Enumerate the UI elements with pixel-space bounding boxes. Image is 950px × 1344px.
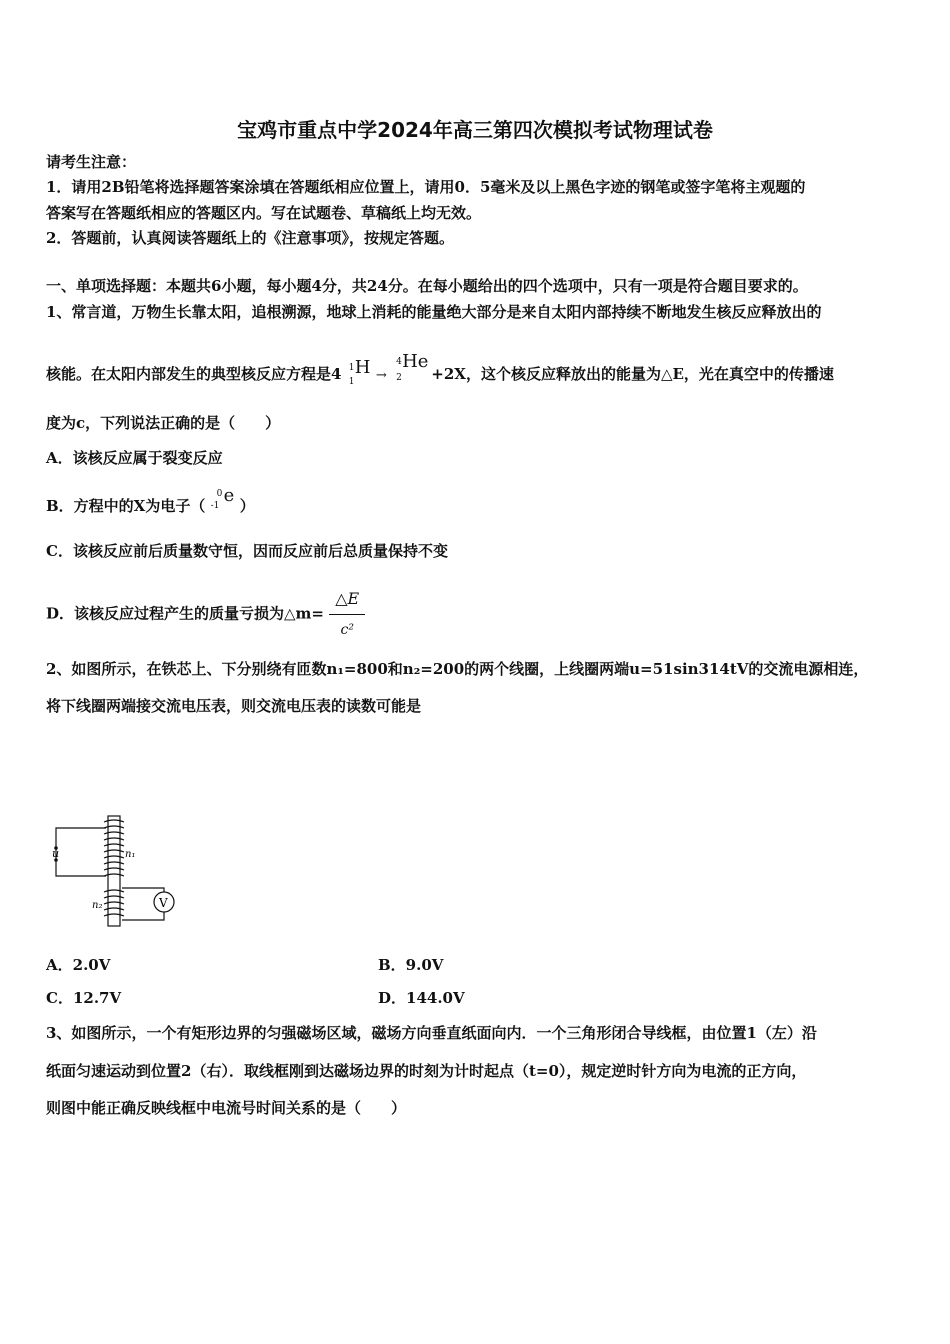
voltmeter-label: V — [159, 896, 168, 910]
mass-defect-fraction — [329, 584, 365, 645]
helium-atomic-number: 2 — [396, 373, 402, 383]
secondary-wire — [122, 912, 164, 920]
helium-symbol: He — [402, 351, 429, 372]
helium-nuclide — [392, 351, 429, 388]
q1-line-1: 1、常言道，万物生长靠太阳，追根溯源，地球上消耗的能量绝大部分是来自太阳内部持续不断地发生核反应释放出的 — [46, 303, 822, 321]
notice-line-1: 1．请用2B铅笔将选择题答案涂填在答题纸相应位置上，请用0．5毫米及以上黑色字迹的钢笔或签字笔将主观题的 — [46, 178, 806, 196]
q2-option-d: D．144.0V — [378, 989, 465, 1007]
hydrogen-atomic-number: 1 — [348, 377, 355, 387]
notice-line-2: 答案写在答题纸相应的答题区内。写在试题卷、草稿纸上均无效。 — [46, 204, 482, 222]
q1-line-3: 度为c，下列说法正确的是（ ） — [46, 414, 281, 432]
q3-line-2: 纸面匀速运动到位置2（右）．取线框刚到达磁场边界的时刻为计时起点（t=0），规定逆时针方向为电流的正方向， — [46, 1062, 807, 1080]
primary-wire — [56, 828, 106, 876]
q1-line-2-start: 核能。在太阳内部发生的典型核反应方程是4 — [46, 365, 342, 383]
fraction-denominator: c² — [340, 622, 354, 638]
electron-mass-number: 0 — [216, 489, 223, 499]
q1-option-b-text: B．方程中的X为电子（ — [46, 497, 206, 515]
q2-line-2: 将下线圈两端接交流电压表，则交流电压表的读数可能是 — [46, 697, 422, 715]
notice-heading: 请考生注意： — [46, 153, 137, 171]
transformer-circuit-figure — [46, 812, 186, 930]
q1-option-b — [46, 485, 255, 520]
page-title: 宝鸡市重点中学2024年高三第四次模拟考试物理试卷 — [237, 118, 713, 142]
n2-label: n₂ — [92, 900, 103, 911]
electron-nuclide — [210, 485, 235, 520]
electron-symbol: e — [223, 485, 235, 506]
q2-option-c: C．12.7V — [46, 989, 122, 1007]
q1-option-c: C．该核反应前后质量数守恒，因而反应前后总质量保持不变 — [46, 542, 448, 560]
fraction-numerator: △E — [329, 584, 365, 615]
q1-option-d — [46, 584, 365, 645]
q3-line-1: 3、如图所示，一个有矩形边界的匀强磁场区域，磁场方向垂直纸面向内．一个三角形闭合导线框，由位置1（左）沿 — [46, 1024, 817, 1042]
q1-option-a: A．该核反应属于裂变反应 — [46, 449, 223, 467]
q2-option-a: A．2.0V — [46, 956, 111, 974]
secondary-wire — [122, 888, 164, 892]
q2-option-b: B．9.0V — [378, 956, 444, 974]
q1-option-d-text: D．该核反应过程产生的质量亏损为△m= — [46, 604, 324, 623]
hydrogen-nuclide — [347, 357, 371, 388]
electron-charge-number: -1 — [210, 501, 220, 511]
q2-line-1: 2、如图所示，在铁芯上、下分别绕有匝数n₁=800和n₂=200的两个线圈，上线圈两端u=51sin314tV的交流电源相连， — [46, 660, 869, 678]
reaction-arrow: → — [375, 368, 387, 383]
q1-line-2-end: +2X，这个核反应释放出的能量为△E，光在真空中的传播速 — [431, 365, 834, 383]
notice-line-3: 2．答题前，认真阅读答题纸上的《注意事项》，按规定答题。 — [46, 229, 454, 247]
source-label: u — [52, 847, 60, 860]
q3-line-3: 则图中能正确反映线框中电流号时间关系的是（ ） — [46, 1099, 407, 1117]
n1-label: n₁ — [125, 849, 136, 860]
helium-mass-number: 4 — [396, 357, 402, 367]
hydrogen-mass-number: 1 — [348, 363, 355, 373]
section-heading: 一、单项选择题：本题共6小题，每小题4分，共24分。在每小题给出的四个选项中，只有一项是符合题目要求的。 — [46, 277, 808, 295]
hydrogen-symbol: H — [354, 357, 371, 378]
q1-option-b-close: ） — [239, 497, 255, 515]
q1-line-2 — [46, 351, 834, 388]
